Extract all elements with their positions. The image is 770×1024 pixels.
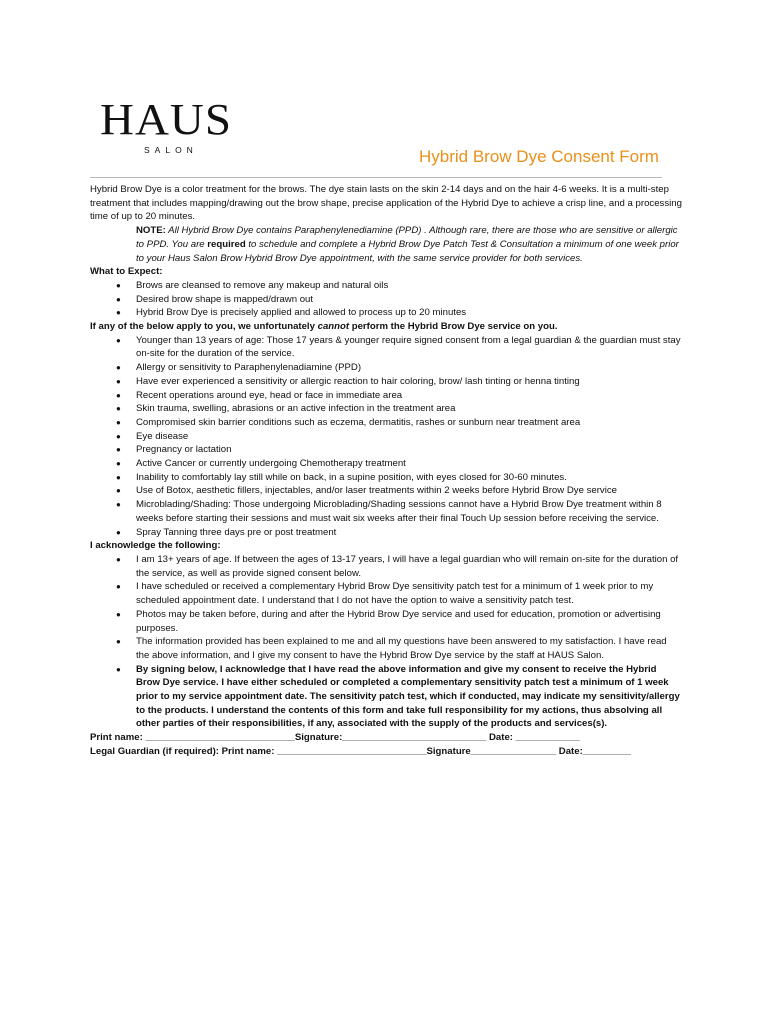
list-item-text: Eye disease bbox=[136, 430, 189, 442]
list-item-text: Allergy or sensitivity to Paraphenylenadiamine (PPD) bbox=[136, 362, 362, 374]
list-item-text: Active Cancer or currently undergoing Chemotherapy treatment bbox=[136, 458, 406, 470]
note-text-2: to schedule and complete a Hybrid Brow Dye Patch Test & Consultation a minimum of one week prior to your Haus Salon Brow Hybrid Brow Dye appointment, with the same service provider for both services. bbox=[136, 238, 679, 264]
list-item bbox=[90, 526, 682, 540]
bullet-icon: ● bbox=[116, 664, 121, 674]
list-item bbox=[90, 635, 682, 662]
title-divider bbox=[90, 177, 662, 178]
list-item bbox=[90, 443, 682, 457]
bullet-icon: ● bbox=[116, 376, 121, 386]
expect-heading: What to Expect: bbox=[90, 266, 163, 278]
list-item bbox=[90, 389, 682, 403]
bullet-icon: ● bbox=[116, 500, 121, 510]
list-item bbox=[90, 553, 682, 580]
list-item-text: Recent operations around eye, head or face in immediate area bbox=[136, 389, 403, 401]
bullet-icon: ● bbox=[116, 554, 121, 564]
bullet-icon: ● bbox=[116, 486, 121, 496]
form-title: Hybrid Brow Dye Consent Form bbox=[419, 147, 659, 166]
bullet-icon: ● bbox=[116, 527, 121, 537]
bullet-icon: ● bbox=[116, 431, 121, 441]
note-text-1: All Hybrid Brow Dye contains Paraphenylenediamine (PPD) . Although rare, there are those who are sensitive or allergic to PPD. You are bbox=[136, 225, 678, 250]
consent-statement-text: By signing below, I acknowledge that I have read the above information and give my consent to receive the Hybrid Brow Dye service. I have either scheduled or completed a complementary sensitivity patch test a minimum of 1 week prior to my service appointment date. The sensitivity patch test, which if conducted, may indicate my sensitivity/allergy to the products. I understand the contents of this form and take full responsibility for my actions, thus absolving all other parties of their responsibilities, if any, associated with the supply of the products and services(s). bbox=[136, 663, 680, 730]
bullet-icon: ● bbox=[116, 308, 121, 318]
list-item bbox=[90, 279, 682, 293]
list-item-text: I have scheduled or received a complementary Hybrid Brow Dye sensitivity patch test for a minimum of 1 week prior to my scheduled appointment date. I understand that I do not have the option to waive a sensitivity patch test. bbox=[136, 581, 654, 607]
bullet-icon: ● bbox=[116, 582, 121, 592]
list-item-text: Photos may be taken before, during and after the Hybrid Brow Dye service and used for education, promotion or advertising purposes. bbox=[136, 608, 661, 634]
logo-wordmark: HAUS bbox=[100, 95, 232, 145]
list-item-text: I am 13+ years of age. If between the ages of 13-17 years, I will have a legal guardian who will remain on-site for the duration of the service, as well as provide signed consent below. bbox=[136, 553, 679, 579]
consent-statement bbox=[90, 663, 682, 732]
ppd-note bbox=[90, 224, 682, 265]
contraindications-list bbox=[90, 334, 682, 540]
list-item-text: The information provided has been explained to me and all my questions have been answered to my satisfaction. I have read the above information, and I give my consent to have the Hybrid Brow Dye service by the staff at HAUS Salon. bbox=[136, 636, 667, 661]
list-item bbox=[90, 293, 682, 307]
bullet-icon: ● bbox=[116, 459, 121, 469]
list-item-text: Younger than 13 years of age: Those 17 years & younger require signed consent from a legal guardian & the guardian must stay on-site for the duration of the service. bbox=[136, 334, 681, 360]
list-item-text: Inability to comfortably lay still while on back, in a supine position, with eyes closed for 30-60 minutes. bbox=[136, 471, 567, 483]
contra-heading-pre: If any of the below apply to you, we unfortunately bbox=[90, 321, 318, 333]
list-item bbox=[90, 484, 682, 498]
intro-paragraph: Hybrid Brow Dye is a color treatment for the brows. The dye stain lasts on the skin 2-14 days and on the hair 4-6 weeks. It is a multi-step treatment that includes mapping/drawing out the brow shape, precise application of the Hybrid Dye to achieve a crisp line, and a processing time of up to 20 minutes. bbox=[90, 184, 682, 223]
note-label: NOTE: bbox=[136, 225, 166, 237]
haus-salon-logo bbox=[100, 95, 246, 155]
contra-heading-em: cannot bbox=[317, 321, 350, 333]
bullet-icon: ● bbox=[116, 417, 121, 427]
list-item bbox=[90, 334, 682, 361]
list-item-text: Use of Botox, aesthetic fillers, injectables, and/or laser treatments within 2 weeks before Hybrid Brow Dye service bbox=[136, 485, 617, 497]
bullet-icon: ● bbox=[116, 280, 121, 290]
list-item-text: Brows are cleansed to remove any makeup and natural oils bbox=[136, 279, 389, 291]
logo-subtitle: SALON bbox=[144, 145, 198, 155]
list-item bbox=[90, 430, 682, 444]
bullet-icon: ● bbox=[116, 335, 121, 345]
list-item-text: Pregnancy or lactation bbox=[136, 444, 232, 456]
note-required: required bbox=[207, 238, 246, 250]
expect-list bbox=[90, 279, 682, 320]
list-item bbox=[90, 402, 682, 416]
list-item-text: Hybrid Brow Dye is precisely applied and allowed to process up to 20 minutes bbox=[136, 307, 467, 319]
list-item-text: Compromised skin barrier conditions such as eczema, dermatitis, rashes or sunburn near treatment area bbox=[136, 416, 581, 428]
bullet-icon: ● bbox=[116, 609, 121, 619]
list-item-text: Desired brow shape is mapped/drawn out bbox=[136, 293, 314, 305]
form-body bbox=[90, 183, 682, 759]
contraindications-heading bbox=[90, 320, 682, 334]
list-item bbox=[90, 306, 682, 320]
guardian-signature-line[interactable]: Legal Guardian (if required): Print name: ____________________________Signature________________ Date:_________ bbox=[90, 745, 631, 757]
list-item bbox=[90, 361, 682, 375]
contra-heading-post: perform the Hybrid Brow Dye service on you. bbox=[349, 321, 558, 333]
list-item bbox=[90, 471, 682, 485]
list-item bbox=[90, 580, 682, 607]
print-name-signature-line[interactable]: Print name: ____________________________Signature:___________________________ Date: ____________ bbox=[90, 732, 580, 744]
bullet-icon: ● bbox=[116, 637, 121, 647]
list-item-text: Spray Tanning three days pre or post treatment bbox=[136, 526, 337, 538]
list-item bbox=[90, 416, 682, 430]
list-item-text: Have ever experienced a sensitivity or allergic reaction to hair coloring, brow/ lash tinting or henna tinting bbox=[136, 375, 580, 387]
acknowledge-heading: I acknowledge the following: bbox=[90, 540, 221, 552]
bullet-icon: ● bbox=[116, 472, 121, 482]
bullet-icon: ● bbox=[116, 445, 121, 455]
bullet-icon: ● bbox=[116, 404, 121, 414]
bullet-icon: ● bbox=[116, 390, 121, 400]
bullet-icon: ● bbox=[116, 294, 121, 304]
list-item bbox=[90, 375, 682, 389]
list-item-text: Skin trauma, swelling, abrasions or an active infection in the treatment area bbox=[136, 403, 456, 415]
list-item-text: Microblading/Shading: Those undergoing Microblading/Shading sessions cannot have a Hybrid Brow Dye treatment within 8 weeks before starting their sessions and must wait six weeks after their final Touch Up session before receiving the service. bbox=[136, 499, 662, 524]
list-item bbox=[90, 457, 682, 471]
list-item bbox=[90, 608, 682, 635]
acknowledge-list bbox=[90, 553, 682, 731]
bullet-icon: ● bbox=[116, 363, 121, 373]
list-item bbox=[90, 498, 682, 525]
